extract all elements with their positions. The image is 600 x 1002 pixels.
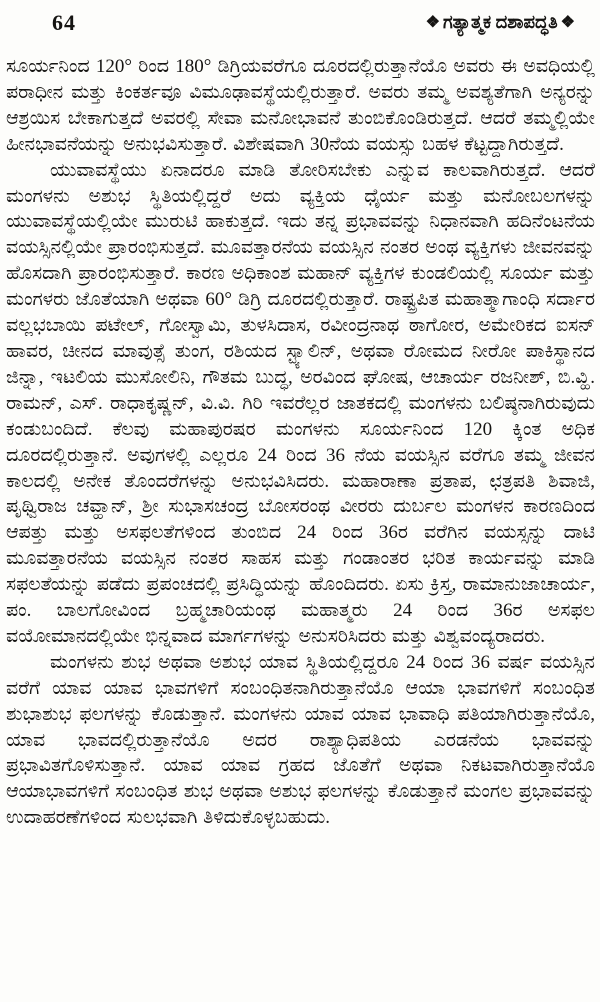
body-paragraph: ಮಂಗಳನು ಶುಭ ಅಥವಾ ಅಶುಭ ಯಾವ ಸ್ಥಿತಿಯಲ್ಲಿದ್ದರೂ 24 ರಿಂದ 36 ವರ್ಷ ವಯಸ್ಸಿನ ವರೆಗೆ ಯಾವ ಯಾವ ಭಾವಗಳಿಗೆ ಸಂಬಂಧಿತನಾಗಿರುತ್ತಾನೆಯೊ ಆಯಾ ಭಾವಗಳಿಗೆ ಸಂಬಂಧಿತ ಶುಭಾಶುಭ ಫಲಗಳನ್ನು ಕೊಡುತ್ತಾನೆ. ಮಂಗಳನು ಯಾವ ಯಾವ ಭಾವಾಧಿ ಪತಿಯಾಗಿರುತ್ತಾನೆಯೊ, ಯಾವ ಭಾವದಲ್ಲಿರುತ್ತಾನೆಯೊ ಅದರ ರಾಶ್ಯಾಧಿಪತಿಯ ಎರಡನೆಯ ಭಾವವನ್ನು ಪ್ರಭಾವಿತಗೊಳಿಸುತ್ತಾನೆ. ಯಾವ ಯಾವ ಗ್ರಹದ ಜೊತೆಗೆ ಅಥವಾ ನಿಕಟವಾಗಿರುತ್ತಾನೆಯೊ ಆಯಾಭಾವಗಳಿಗೆ ಸಂಬಂಧಿತ ಶುಭ ಅಥವಾ ಅಶುಭ ಫಲಗಳನ್ನು ಕೊಡುತ್ತಾನೆ ಮಂಗಲ ಪ್ರಭಾವವನ್ನು ಉದಾಹರಣೆಗಳಿಂದ ಸುಲಭವಾಗಿ ತಿಳಿದುಕೊಳ್ಳಬಹುದು.: [6, 651, 595, 829]
body-paragraph: ಸೂರ್ಯನಿಂದ 120° ರಿಂದ 180° ಡಿಗ್ರಿಯವರೆಗೂ ದೂರದಲ್ಲಿರುತ್ತಾನೆಯೊ ಅವರು ಈ ಅವಧಿಯಲ್ಲಿ ಪರಾಧೀನ ಮತ್ತು ಕಿಂಕರ್ತವೂ ವಿಮೂಢಾವಸ್ಥೆಯಲ್ಲಿರುತ್ತಾರೆ. ಅವರು ತಮ್ಮ ಅವಶ್ಯತೆಗಾಗಿ ಅನ್ಯರನ್ನು ಆಶ್ರಯಿಸ ಬೇಕಾಗುತ್ತದೆ ಅವರಲ್ಲಿ ಸೇವಾ ಮನೋಭಾವನೆ ತುಂಬಿಕೊಂಡಿರುತ್ತದೆ. ಆದರೆ ತಮ್ಮಲ್ಲಿಯೇ ಹೀನಭಾವನೆಯನ್ನು ಅನುಭವಿಸುತ್ತಾರೆ. ವಿಶೇಷವಾಗಿ 30ನೆಯ ವಯಸ್ಸು ಬಹಳ ಕೆಟ್ಟದ್ದಾಗಿರುತ್ತದೆ.: [6, 56, 595, 155]
diamond-ornament-left-icon: ❖: [425, 14, 440, 31]
running-header: [423, 10, 578, 33]
page-header: [0, 0, 600, 36]
diamond-ornament-right-icon: ❖: [560, 14, 575, 31]
page-number: 64: [52, 10, 76, 35]
body-paragraph: ಯುವಾವಸ್ಥೆಯು ಏನಾದರೂ ಮಾಡಿ ತೋರಿಸಬೇಕು ಎನ್ನುವ ಕಾಲವಾಗಿರುತ್ತದೆ. ಆದರೆ ಮಂಗಳನು ಅಶುಭ ಸ್ಥಿತಿಯಲ್ಲಿದ್ದರೆ ಅದು ವ್ಯಕ್ತಿಯ ಧೈರ್ಯ ಮತ್ತು ಮನೋಬಲಗಳನ್ನು ಯುವಾವಸ್ಥೆಯಲ್ಲಿಯೇ ಮುರುಟಿ ಹಾಕುತ್ತದೆ. ಇದು ತನ್ನ ಪ್ರಭಾವವನ್ನು ನಿಧಾನವಾಗಿ ಹದಿನೆಂಟನೆಯ ವಯಸ್ಸಿನಲ್ಲಿಯೇ ಪ್ರಾರಂಭಿಸುತ್ತದೆ. ಮೂವತ್ತಾರನೆಯ ವಯಸ್ಸಿನ ನಂತರ ಅಂಥ ವ್ಯಕ್ತಿಗಳು ಜೀವನವನ್ನು ಹೊಸದಾಗಿ ಪ್ರಾರಂಭಿಸುತ್ತಾರೆ. ಕಾರಣ ಅಧಿಕಾಂಶ ಮಹಾನ್ ವ್ಯಕ್ತಿಗಳ ಕುಂಡಲಿಯಲ್ಲಿ ಸೂರ್ಯ ಮತ್ತು ಮಂಗಳರು ಜೊತೆಯಾಗಿ ಅಥವಾ 60° ಡಿಗ್ರಿ ದೂರದಲ್ಲಿರುತ್ತಾರೆ. ರಾಷ್ಟ್ರಪಿತ ಮಹಾತ್ಮಾಗಾಂಧಿ ಸರ್ದಾರ ವಲ್ಲಭಬಾಯಿ ಪಟೇಲ್, ಗೋಸ್ವಾಮಿ, ತುಳಸಿದಾಸ, ರವೀಂದ್ರನಾಥ ಠಾಗೋರ, ಅಮೇರಿಕದ ಐಸನ್ ಹಾವರ, ಚೀನದ ಮಾವುತ್ಸೆ ತುಂಗ, ರಶಿಯದ ಸ್ಟ್ಯಾಲಿನ್, ಅಥವಾ ರೋಮದ ನೀರೋ ಪಾಕಿಸ್ಥಾನದ ಜಿನ್ನಾ, ಇಟಲಿಯ ಮುಸೋಲಿನಿ, ಗೌತಮ ಬುದ್ಧ, ಅರವಿಂದ ಘೋಷ, ಆಚಾರ್ಯ ರಜನೀಶ್, ಬಿ.ವ್ಹಿ. ರಾಮನ್, ಎಸ್. ರಾಧಾಕೃಷ್ಣನ್, ವಿ.ವಿ. ಗಿರಿ ಇವರೆಲ್ಲರ ಜಾತಕದಲ್ಲಿ ಮಂಗಳನು ಬಲಿಷ್ಠನಾಗಿರುವುದು ಕಂಡುಬಂದಿದೆ. ಕೆಲವು ಮಹಾಪುರಷರ ಮಂಗಳನು ಸೂರ್ಯನಿಂದ 120 ಕ್ಕಿಂತ ಅಧಿಕ ದೂರದಲ್ಲಿರುತ್ತಾನೆ. ಅವುಗಳಲ್ಲಿ ಎಲ್ಲರೂ 24 ರಿಂದ 36 ನೆಯ ವಯಸ್ಸಿನ ವರೆಗೂ ತಮ್ಮ ಜೀವನ ಕಾಲದಲ್ಲಿ ಅನೇಕ ತೊಂದರೆಗಳನ್ನು ಅನುಭವಿಸಿದರು. ಮಹಾರಾಣಾ ಪ್ರತಾಪ, ಛತ್ರಪತಿ ಶಿವಾಜಿ, ಪೃಥ್ವಿರಾಜ ಚವ್ಹಾನ್, ಶ್ರೀ ಸುಭಾಸಚಂದ್ರ ಬೋಸರಂಥ ವೀರರು ದುರ್ಬಲ ಮಂಗಳನ ಕಾರಣದಿಂದ ಆಪತ್ತು ಮತ್ತು ಅಸಫಲತೆಗಳಿಂದ ತುಂಬಿದ 24 ರಿಂದ 36ರ ವರೆಗಿನ ವಯಸ್ಸನ್ನು ದಾಟಿ ಮೂವತ್ತಾರನೆಯ ವಯಸ್ಸಿನ ನಂತರ ಸಾಹಸ ಮತ್ತು ಗಂಡಾಂತರ ಭರಿತ ಕಾರ್ಯವನ್ನು ಮಾಡಿ ಸಫಲತೆಯನ್ನು ಪಡೆದು ಪ್ರಪಂಚದಲ್ಲಿ ಪ್ರಸಿದ್ಧಿಯನ್ನು ಹೊಂದಿದರು. ಏಸು ಕ್ರಿಸ್ತ, ರಾಮಾನುಜಾಚಾರ್ಯ, ಪಂ. ಬಾಲಗೋವಿಂದ ಬ್ರಹ್ಮಚಾರಿಯಂಥ ಮಹಾತ್ಮರು 24 ರಿಂದ 36ರ ಅಸಫಲ ವಯೋಮಾನದಲ್ಲಿಯೇ ಭಿನ್ನವಾದ ಮಾರ್ಗಗಳನ್ನು ಅನುಸರಿಸಿದರು ಮತ್ತು ವಿಶ್ವವಂದ್ಯರಾದರು.: [6, 159, 595, 647]
running-header-title: ಗತ್ಯಾತ್ಮಕ ದಶಾಪದ್ಧತಿ: [442, 12, 558, 32]
page-body: [0, 36, 600, 831]
